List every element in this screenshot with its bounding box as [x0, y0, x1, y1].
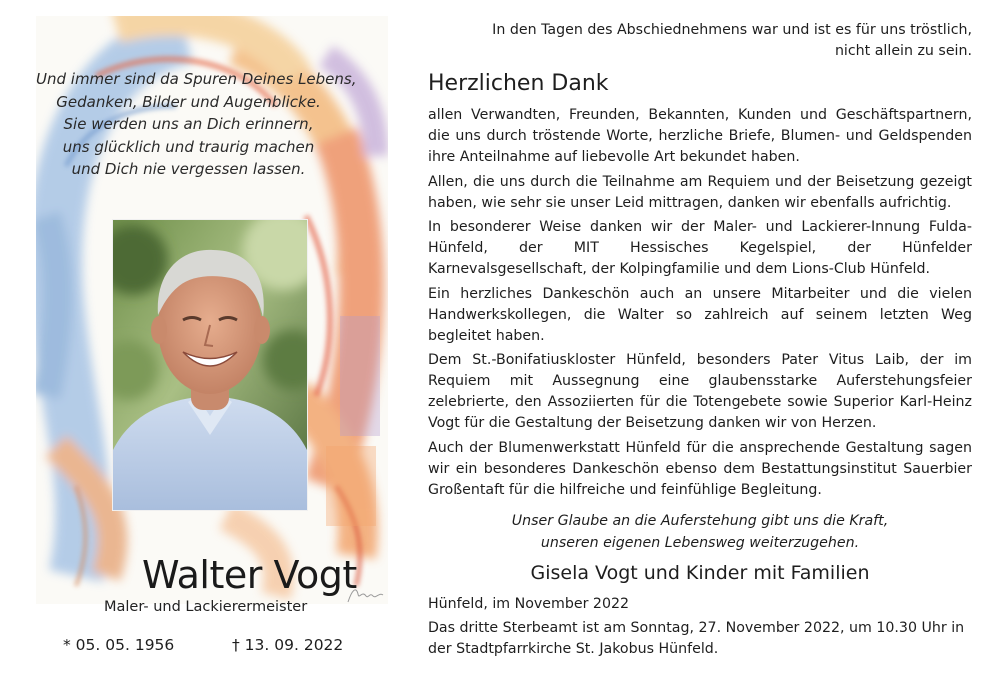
- poem-line: Sie werden uns an Dich erinnern,: [63, 115, 314, 133]
- intro-text: [428, 20, 972, 62]
- thanks-paragraph: allen Verwandten, Freunden, Bekannten, Kunden und Geschäftspartnern, die uns durch tröstende Worte, herzliche Briefe, Blumen- und Geldspenden ihre Anteilnahme auf liebevolle Art bekundet haben.: [428, 107, 972, 165]
- family-signature: Gisela Vogt und Kinder mit Familien: [530, 561, 870, 584]
- memorial-poem: [36, 68, 357, 181]
- intro-line: In den Tagen des Abschiednehmens war und ist es für uns tröstlich,: [492, 22, 972, 38]
- quote-line: Unser Glaube an die Auferstehung gibt uns die Kraft,: [511, 512, 889, 529]
- requiem-date: 27. November: [698, 619, 800, 636]
- poem-line: und Dich nie vergessen lassen.: [71, 160, 306, 178]
- requiem-text: Das dritte Sterbeamt ist am: [428, 619, 631, 636]
- thanks-paragraph: Auch der Blumenwerkstatt Hünfeld für die ansprechende Gestaltung sagen wir ein besonderes Dankeschön ebenso dem Bestattungsinstitut Sauerbier Großentaft für die hilfreiche und feinfühlige Begleitung.: [428, 439, 972, 498]
- notice-heading: Herzlichen Dank: [428, 71, 609, 96]
- thanks-paragraph: Ein herzliches Dankeschön auch an unsere Mitarbeiter und die vielen Handwerkskollegen, die Walter so zahlreich auf seinem letzten Weg begleitet haben.: [428, 285, 972, 344]
- thanks-paragraph: Allen, die uns durch die Teilnahme am Requiem und der Beisetzung gezeigt haben, wie sehr sie unser Leid mittragen, danken wir ebenfalls aufrichtig.: [428, 173, 972, 211]
- requiem-info: [428, 618, 972, 660]
- poem-line: uns glücklich und traurig machen: [62, 137, 315, 156]
- requiem-text: 2022, um 10.30 Uhr in der Stadtpfarrkirche St. Jakobus Hünfeld.: [428, 619, 965, 657]
- thanks-paragraph: In besonderer Weise danken wir der Maler- und Lackierer-Innung Fulda-Hünfeld, der MIT Hessisches Kegelspiel, der Hünfelder Karnevalsgesellschaft, der Kolpingfamilie und dem Lions-Club Hünfeld.: [428, 219, 972, 277]
- memorial-panel: [36, 16, 388, 604]
- artist-signature: [346, 582, 386, 604]
- poem-line: Gedanken, Bilder und Augenblicke.: [56, 92, 321, 111]
- poem-line: Und immer sind da Spuren Deines Lebens,: [36, 70, 357, 88]
- quote-line: unseren eigenen Lebensweg weiterzugehen.: [540, 534, 860, 551]
- deceased-name: Walter Vogt: [142, 553, 357, 597]
- thanks-paragraph: Dem St.-Bonifatiuskloster Hünfeld, besonders Pater Vitus Laib, der im Requiem mit Aussegnung eine glaubensstarke Auferstehungsfeier zelebrierte, den Assoziierten für die Totengebete sowie Superior Karl-Heinz Vogt für die Gestaltung der Beisetzung danken wir von Herzen.: [428, 352, 972, 431]
- thank-you-notice: [428, 20, 972, 660]
- requiem-text: ,: [689, 619, 699, 636]
- faith-quote: [428, 510, 972, 554]
- place-date: Hünfeld, im November 2022: [428, 595, 630, 612]
- profession: Maler- und Lackierermeister: [104, 599, 308, 615]
- death-date: † 13. 09. 2022: [232, 636, 344, 654]
- requiem-day: Sonntag: [630, 619, 690, 636]
- intro-line: nicht allein zu sein.: [834, 43, 972, 59]
- portrait-photo: [112, 219, 308, 511]
- birth-date: * 05. 05. 1956: [63, 636, 175, 654]
